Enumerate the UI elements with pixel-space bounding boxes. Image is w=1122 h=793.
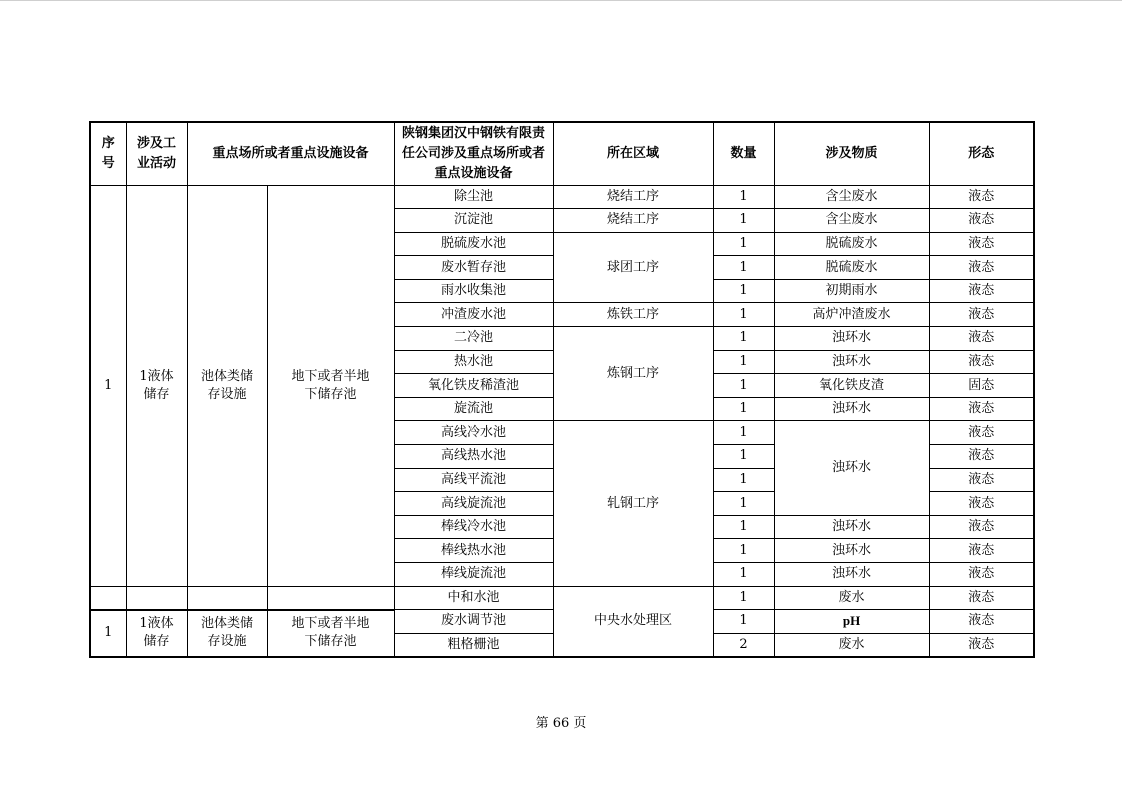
facility-name: 高线冷水池 [394,421,553,445]
area-cell-steel: 炼钢工序 [553,327,713,421]
group2-subcategory: 地下或者半地下储存池 [267,610,394,657]
facility-name: 二冷池 [394,327,553,351]
header-seq: 序号 [90,122,126,185]
state-cell: 液态 [929,185,1034,209]
group1-seq: 1 [90,185,126,586]
state-cell: 液态 [929,327,1034,351]
substance-cell: 含尘废水 [774,209,929,233]
facility-name: 雨水收集池 [394,279,553,303]
facility-name: 除尘池 [394,185,553,209]
header-state: 形态 [929,122,1034,185]
group2-category: 池体类储存设施 [187,610,267,657]
count-cell: 1 [713,539,774,563]
substance-cell: 高炉冲渣废水 [774,303,929,327]
area-cell-pellet: 球团工序 [553,232,713,303]
state-cell: 液态 [929,563,1034,587]
count-cell: 1 [713,445,774,469]
state-cell: 液态 [929,539,1034,563]
substance-cell: pH [774,610,929,634]
facility-name: 棒线冷水池 [394,515,553,539]
count-cell: 2 [713,633,774,657]
substance-cell: 浊环水 [774,327,929,351]
count-cell: 1 [713,374,774,398]
state-cell: 液态 [929,586,1034,610]
substance-cell: 浊环水 [774,539,929,563]
header-company-facility: 陕钢集团汉中钢铁有限责任公司涉及重点场所或者重点设施设备 [394,122,553,185]
facility-name: 棒线旋流池 [394,563,553,587]
state-cell: 液态 [929,633,1034,657]
group1-subcategory: 地下或者半地下储存池 [267,185,394,586]
count-cell: 1 [713,421,774,445]
page-top-edge [0,0,1122,1]
table-row [90,586,1034,610]
count-cell: 1 [713,209,774,233]
group2-activity: 1液体储存 [126,610,187,657]
page-number: 第 66 页 [535,716,587,731]
substance-cell: 脱硫废水 [774,232,929,256]
count-cell: 1 [713,256,774,280]
facility-name: 废水暂存池 [394,256,553,280]
substance-cell: 浊环水 [774,350,929,374]
table-header-row [90,122,1034,185]
count-cell: 1 [713,492,774,516]
count-cell: 1 [713,610,774,634]
group1-activity: 1液体储存 [126,185,187,586]
state-cell: 液态 [929,256,1034,280]
group2-seq: 1 [90,610,126,657]
facility-name: 旋流池 [394,397,553,421]
substance-cell: 浊环水 [774,563,929,587]
header-area: 所在区域 [553,122,713,185]
area-cell-central: 中央水处理区 [553,586,713,657]
area-cell: 烧结工序 [553,185,713,209]
count-cell: 1 [713,397,774,421]
substance-cell: 废水 [774,586,929,610]
area-cell-rolling: 轧钢工序 [553,421,713,586]
group1-category: 池体类储存设施 [187,185,267,586]
facility-name: 高线旋流池 [394,492,553,516]
count-cell: 1 [713,232,774,256]
count-cell: 1 [713,515,774,539]
facility-table [89,121,1035,658]
area-cell-iron: 炼铁工序 [553,303,713,327]
facility-name: 粗格栅池 [394,633,553,657]
header-activity: 涉及工业活动 [126,122,187,185]
state-cell: 液态 [929,350,1034,374]
facility-name: 高线平流池 [394,468,553,492]
header-count: 数量 [713,122,774,185]
facility-name: 氧化铁皮稀渣池 [394,374,553,398]
substance-cell-merged: 浊环水 [774,421,929,515]
state-cell: 液态 [929,610,1034,634]
count-cell: 1 [713,279,774,303]
state-cell: 固态 [929,374,1034,398]
substance-cell: 浊环水 [774,515,929,539]
state-cell: 液态 [929,421,1034,445]
facility-name: 热水池 [394,350,553,374]
state-cell: 液态 [929,397,1034,421]
count-cell: 1 [713,468,774,492]
state-cell: 液态 [929,468,1034,492]
count-cell: 1 [713,327,774,351]
substance-cell: 废水 [774,633,929,657]
count-cell: 1 [713,303,774,327]
area-cell: 烧结工序 [553,209,713,233]
header-facility: 重点场所或者重点设施设备 [187,122,394,185]
facility-name: 废水调节池 [394,610,553,634]
table-row [90,185,1034,209]
state-cell: 液态 [929,515,1034,539]
state-cell: 液态 [929,303,1034,327]
count-cell: 1 [713,563,774,587]
substance-cell: 氧化铁皮渣 [774,374,929,398]
facility-name: 高线热水池 [394,445,553,469]
state-cell: 液态 [929,492,1034,516]
facility-name: 沉淀池 [394,209,553,233]
state-cell: 液态 [929,209,1034,233]
count-cell: 1 [713,350,774,374]
substance-cell: 初期雨水 [774,279,929,303]
count-cell: 1 [713,586,774,610]
state-cell: 液态 [929,232,1034,256]
state-cell: 液态 [929,445,1034,469]
facility-name: 棒线热水池 [394,539,553,563]
substance-cell: 含尘废水 [774,185,929,209]
substance-cell: 浊环水 [774,397,929,421]
count-cell: 1 [713,185,774,209]
facility-name: 中和水池 [394,586,553,610]
state-cell: 液态 [929,279,1034,303]
facility-name: 冲渣废水池 [394,303,553,327]
substance-cell: 脱硫废水 [774,256,929,280]
header-substance: 涉及物质 [774,122,929,185]
facility-name: 脱硫废水池 [394,232,553,256]
